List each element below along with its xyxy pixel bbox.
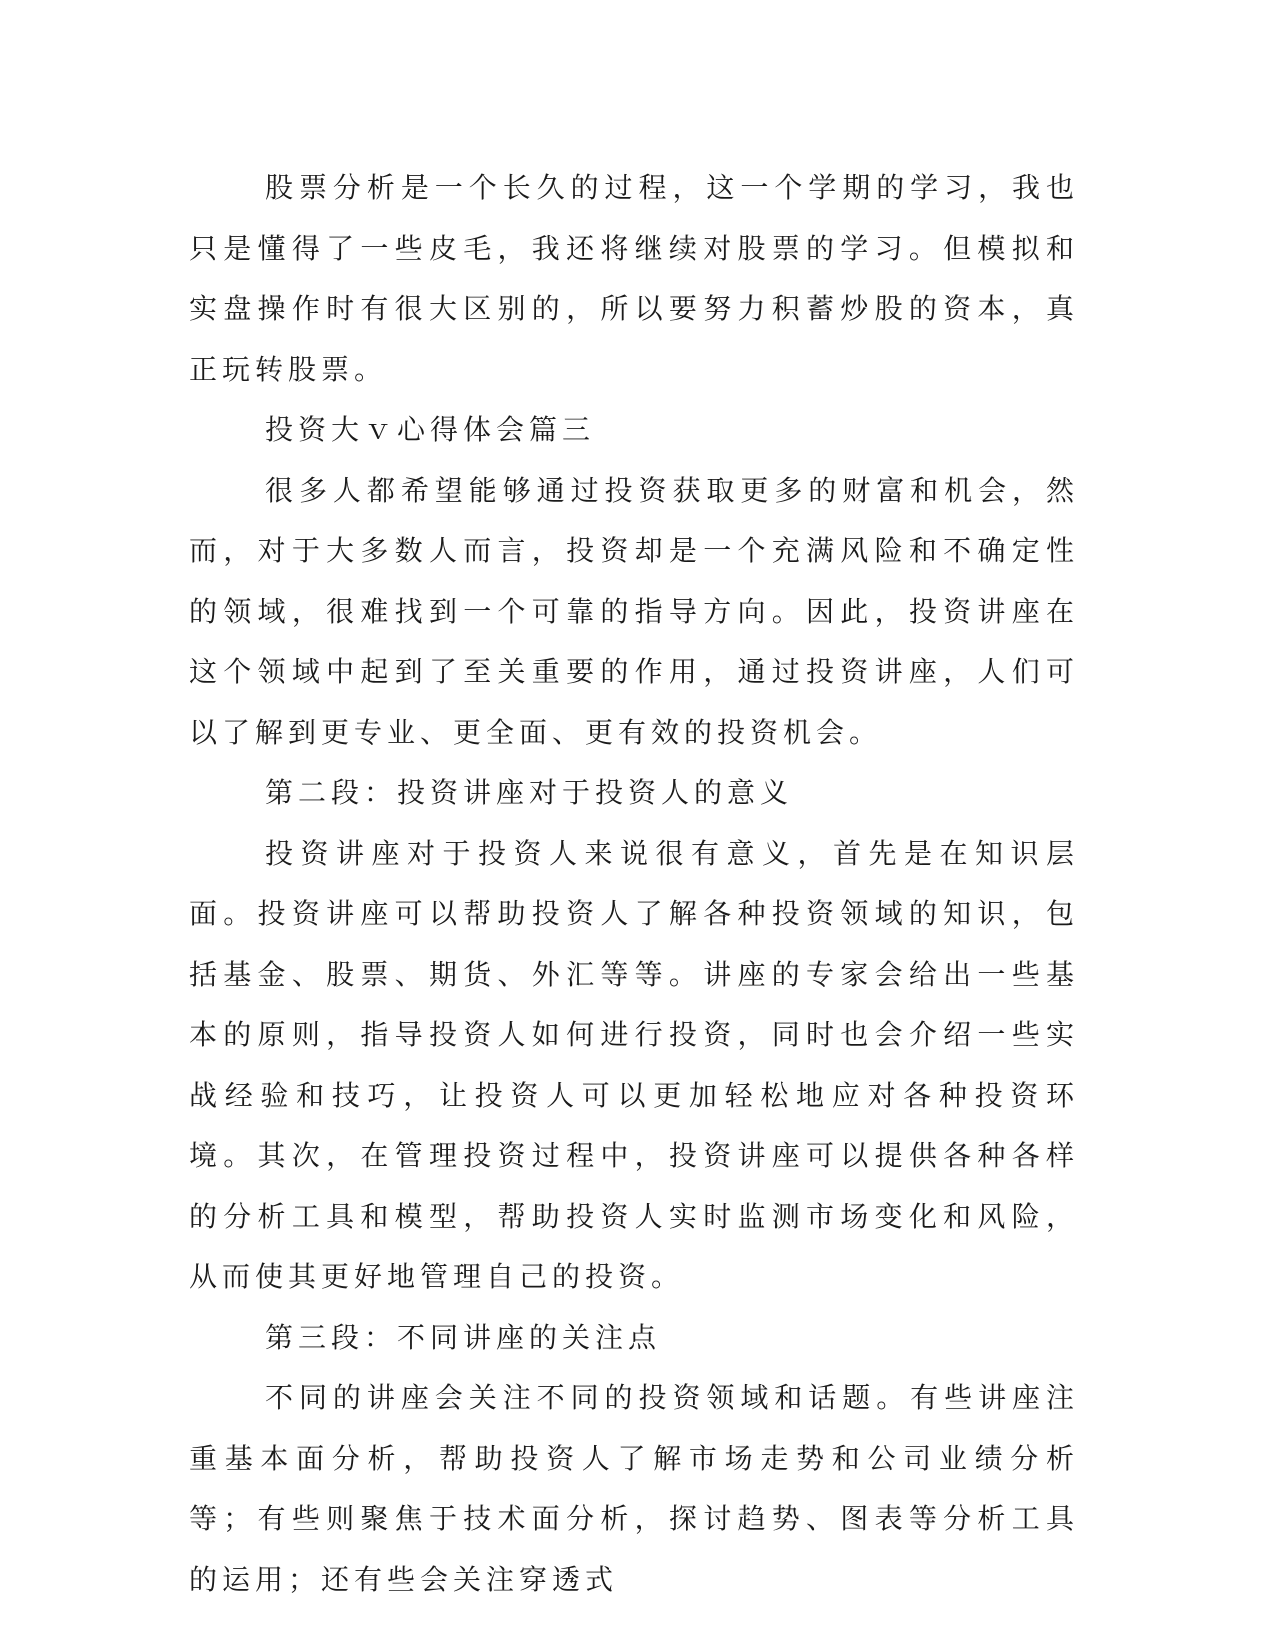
section-heading-2: 第二段：投资讲座对于投资人的意义	[265, 776, 794, 809]
paragraph-focus-points: 不同的讲座会关注不同的投资领域和话题。有些讲座注重基本面分析，帮助投资人了解市场走势和公司业绩分析等；有些则聚焦于技术面分析，探讨趋势、图表等分析工具的运用；还有些会关注穿透式	[189, 1381, 1079, 1596]
paragraph-significance: 投资讲座对于投资人来说很有意义，首先是在知识层面。投资讲座可以帮助投资人了解各种投资领域的知识，包括基金、股票、期货、外汇等等。讲座的专家会给出一些基本的原则，指导投资人如何进行投资，同时也会介绍一些实战经验和技巧，让投资人可以更加轻松地应对各种投资环境。其次，在管理投资过程中，投资讲座可以提供各种各样的分析工具和模型，帮助投资人实时监测市场变化和风险，从而使其更好地管理自己的投资。	[189, 836, 1079, 1293]
paragraph-intro: 很多人都希望能够通过投资获取更多的财富和机会，然而，对于大多数人而言，投资却是一个充满风险和不确定性的领域，很难找到一个可靠的指导方向。因此，投资讲座在这个领域中起到了至关重要的作用，通过投资讲座，人们可以了解到更专业、更全面、更有效的投资机会。	[189, 473, 1079, 749]
section-title-part-three: 投资大ｖ心得体会篇三	[265, 413, 596, 446]
document-body	[189, 158, 1079, 1610]
paragraph-stock-analysis: 股票分析是一个长久的过程，这一个学期的学习，我也只是懂得了一些皮毛，我还将继续对股票的学习。但模拟和实盘操作时有很大区别的，所以要努力积蓄炒股的资本，真正玩转股票。	[189, 171, 1079, 386]
section-heading-3: 第三段：不同讲座的关注点	[265, 1320, 662, 1354]
